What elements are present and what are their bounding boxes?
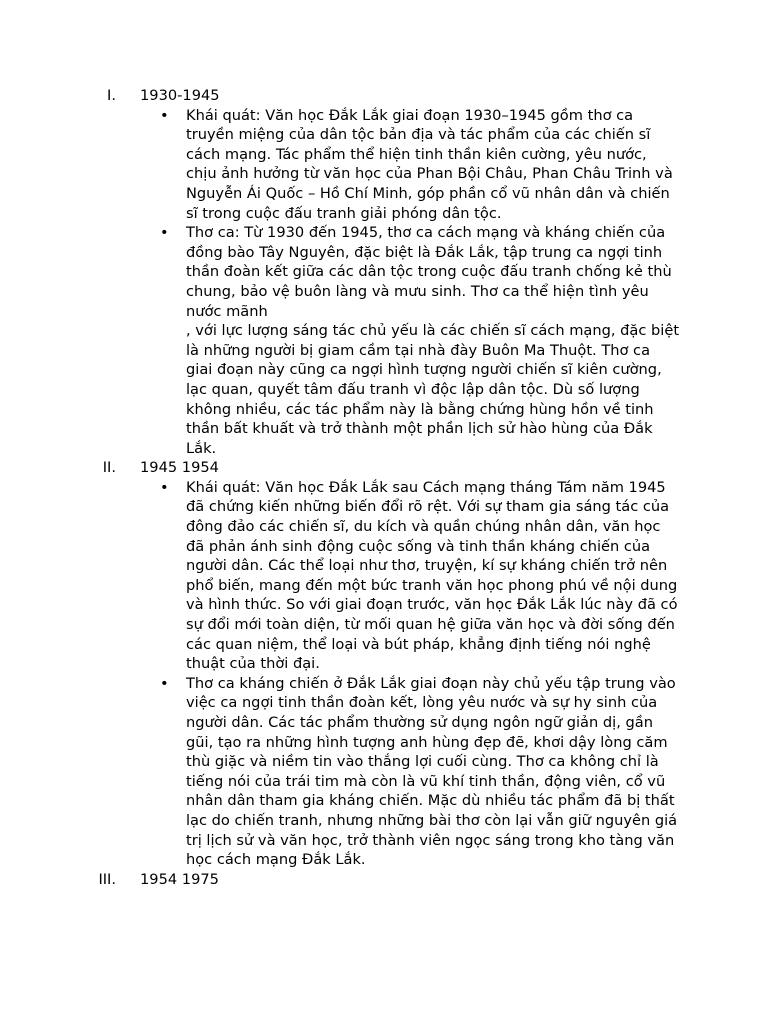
- list-item: [160, 106, 680, 224]
- bullet-icon: •: [160, 674, 169, 692]
- section-heading: [98, 870, 680, 890]
- paragraph-continuation: , với lực lượng sáng tác chủ yếu là các chiến sĩ cách mạng, đặc biệt là những người bị giam cầm tại nhà đày Buôn Ma Thuột. Thơ ca giai đoạn này cũng ca ngợi hình tượng người chiến sĩ kiên cường, lạc quan, quyết tâm đấu tranh vì độc lập dân tộc. Dù số lượng không nhiều, các tác phẩm này là bằng chứng hùng hồn về tinh thần bất khuất và trở thành một phần lịch sử hào hùng của Đắk Lắk.: [186, 322, 680, 457]
- paragraph-text: Thơ ca kháng chiến ở Đắk Lắk giai đoạn này chủ yếu tập trung vào việc ca ngợi tinh thần đoàn kết, lòng yêu nước và sự hy sinh của người dân. Các tác phẩm thường sử dụng ngôn ngữ giản dị, gần gũi, tạo ra những hình tượng anh hùng đẹp đẽ, khơi dậy lòng căm thù giặc và niềm tin vào thắng lợi cuối cùng. Thơ ca không chỉ là tiếng nói của trái tim mà còn là vũ khí tinh thần, động viên, cổ vũ nhân dân tham gia kháng chiến. Mặc dù nhiều tác phẩm đã bị thất lạc do chiến tranh, nhưng những bài thơ còn lại vẫn giữ nguyên giá trị lịch sử và văn học, trở thành viên ngọc sáng trong kho tàng văn học cách mạng Đắk Lắk.: [186, 674, 678, 869]
- section-heading: [107, 86, 680, 106]
- section-1: [107, 86, 680, 458]
- section-numeral: III.: [98, 870, 116, 888]
- section-title: 1954 1975: [140, 870, 219, 888]
- bullet-icon: •: [160, 478, 169, 496]
- paragraph-text: Thơ ca: Từ 1930 đến 1945, thơ ca cách mạng và kháng chiến của đồng bào Tây Nguyên, đặc biệt là Đắk Lắk, tập trung ca ngợi tinh thần đoàn kết giữa các dân tộc trong cuộc đấu tranh chống kẻ thù chung, bảo vệ buôn làng và mưu sinh. Thơ ca thể hiện tình yêu nước mãnh: [186, 224, 672, 320]
- list-item: [160, 223, 680, 458]
- section-title: 1945 1954: [140, 459, 219, 477]
- paragraph-text: Khái quát: Văn học Đắk Lắk giai đoạn 1930–1945 gồm thơ ca truyền miệng của dân tộc bản địa và tác phẩm của các chiến sĩ cách mạng. Tác phẩm thể hiện tinh thần kiên cường, yêu nước, chịu ảnh hưởng từ văn học của Phan Bội Châu, Phan Châu Trinh và Nguyễn Ái Quốc – Hồ Chí Minh, góp phần cổ vũ nhân dân và chiến sĩ trong cuộc đấu tranh giải phóng dân tộc.: [186, 106, 673, 222]
- section-2: [102, 458, 680, 869]
- bullet-list: [140, 106, 680, 459]
- section-title: 1930-1945: [140, 87, 220, 104]
- section-3: [98, 870, 680, 890]
- list-item: [160, 674, 680, 870]
- bullet-list: [140, 478, 680, 870]
- bullet-icon: •: [160, 224, 169, 242]
- section-numeral: II.: [102, 459, 116, 477]
- bullet-icon: •: [160, 106, 169, 124]
- list-item: [160, 478, 680, 674]
- paragraph-text: Khái quát: Văn học Đắk Lắk sau Cách mạng tháng Tám năm 1945 đã chứng kiến những biến đổi rõ rệt. Với sự tham gia sáng tác của đông đảo các chiến sĩ, du kích và quần chúng nhân dân, văn học đã phản ánh sinh động cuộc sống và tinh thần kháng chiến của người dân. Các thể loại như thơ, truyện, kí sự kháng chiến trở nên phổ biến, mang đến một bức tranh văn học phong phú về nội dung và hình thức. So với giai đoạn trước, văn học Đắk Lắk lúc này đã có sự đổi mới toàn diện, từ mối quan hệ giữa văn học và đời sống đến các quan niệm, thể loại và bút pháp, khẳng định tiếng nói nghệ thuật của thời đại.: [186, 478, 678, 673]
- section-heading: [102, 458, 680, 478]
- section-numeral: I.: [107, 87, 116, 104]
